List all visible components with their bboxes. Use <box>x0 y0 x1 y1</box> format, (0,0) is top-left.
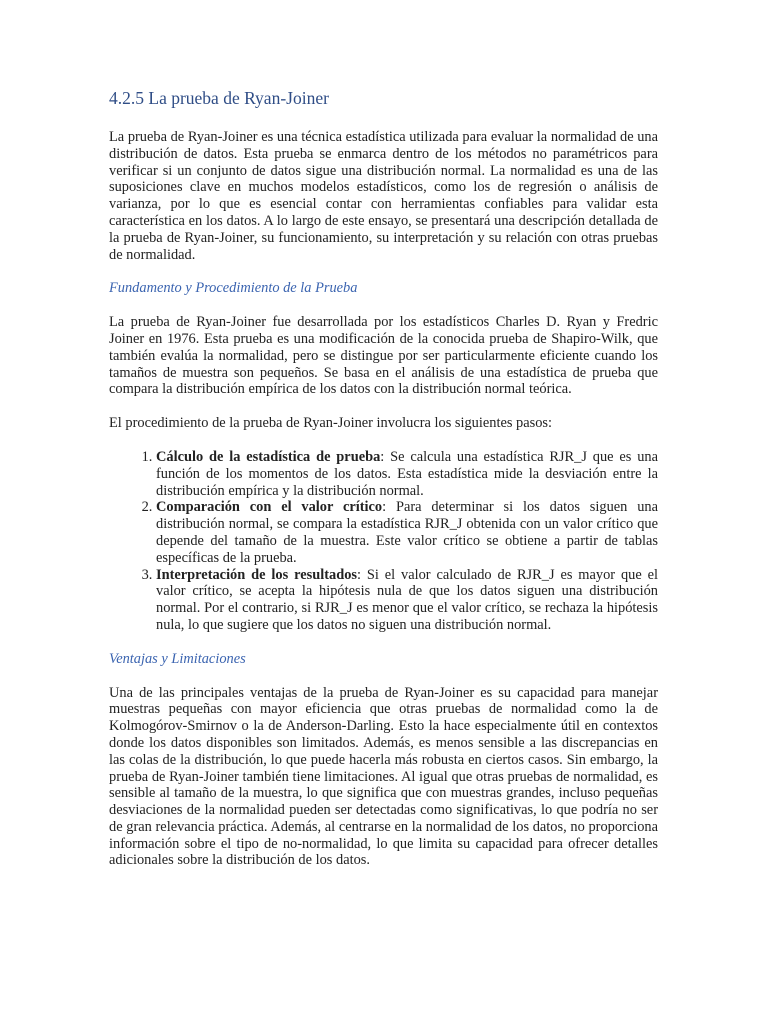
steps-list <box>109 449 658 634</box>
list-item <box>156 567 658 634</box>
subheading-fundamento: Fundamento y Procedimiento de la Prueba <box>109 280 358 297</box>
section-title: 4.2.5 La prueba de Ryan-Joiner <box>109 88 329 108</box>
document-page <box>109 88 658 886</box>
step-term: Cálculo de la estadística de prueba <box>156 448 381 465</box>
step-term: Comparación con el valor crítico <box>156 499 383 516</box>
step-text: : Se calcula una estadística RJR_J que es una función de los momentos de los datos. Esta estadística mide la desviación entre la distribución empírica y la distribución normal. <box>156 448 658 499</box>
list-item <box>156 499 658 566</box>
ventajas-paragraph: Una de las principales ventajas de la prueba de Ryan-Joiner es su capacidad para manejar muestras pequeñas con mayor eficiencia que otras pruebas de normalidad como la de Kolmogórov-Smirnov o la de Anderson-Darling. Esto la hace especialmente útil en contextos donde los datos disponibles son limitados. Además, es menos sensible a las discrepancias en las colas de la distribución, lo que puede hacerla más robusta en ciertos casos. Sin embargo, la prueba de Ryan-Joiner también tiene limitaciones. Al igual que otras pruebas de normalidad, es sensible al tamaño de la muestra, lo que significa que con muestras grandes, incluso pequeñas desviaciones de la normalidad pueden ser detectadas como significativas, lo que podría no ser de gran relevancia práctica. Además, al centrarse en la normalidad de los datos, no proporciona información sobre el tipo de no-normalidad, lo que limita su capacidad para ofrecer detalles adicionales sobre la distribución de los datos. <box>109 684 658 869</box>
subheading-ventajas: Ventajas y Limitaciones <box>109 650 246 667</box>
step-text: : Si el valor calculado de RJR_J es mayor que el valor crítico, se acepta la hipótesis nula de que los datos siguen una distribución normal. Por el contrario, si RJR_J es menor que el valor crítico, se rechaza la hipótesis nula, lo que sugiere que los datos no siguen una distribución normal. <box>156 566 658 633</box>
procedimiento-paragraph: El procedimiento de la prueba de Ryan-Joiner involucra los siguientes pasos: <box>109 415 553 432</box>
intro-paragraph: La prueba de Ryan-Joiner es una técnica estadística utilizada para evaluar la normalidad de una distribución de datos. Esta prueba se enmarca dentro de los métodos no paramétricos para verificar si un conjunto de datos sigue una distribución normal. La normalidad es una de las suposiciones clave en muchos modelos estadísticos, como los de regresión o análisis de varianza, por lo que es esencial contar con herramientas confiables para validar esta característica en los datos. A lo largo de este ensayo, se presentará una descripción detallada de la prueba de Ryan-Joiner, su funcionamiento, su interpretación y su relación con otras pruebas de normalidad. <box>109 129 658 263</box>
step-term: Interpretación de los resultados <box>156 566 357 583</box>
list-item <box>156 449 658 499</box>
step-text: : Para determinar si los datos siguen una distribución normal, se compara la estadística RJR_J obtenida con un valor crítico que depende del tamaño de la muestra. Este valor crítico se obtiene a partir de tablas específicas de la prueba. <box>156 499 658 566</box>
fundamento-paragraph: La prueba de Ryan-Joiner fue desarrollada por los estadísticos Charles D. Ryan y Fredric Joiner en 1976. Esta prueba es una modificación de la conocida prueba de Shapiro-Wilk, que también evalúa la normalidad, pero se distingue por ser particularmente eficiente cuando los tamaños de muestra son pequeños. Se basa en el análisis de una estadística de prueba que compara la distribución empírica de los datos con la distribución normal teórica. <box>109 314 658 398</box>
